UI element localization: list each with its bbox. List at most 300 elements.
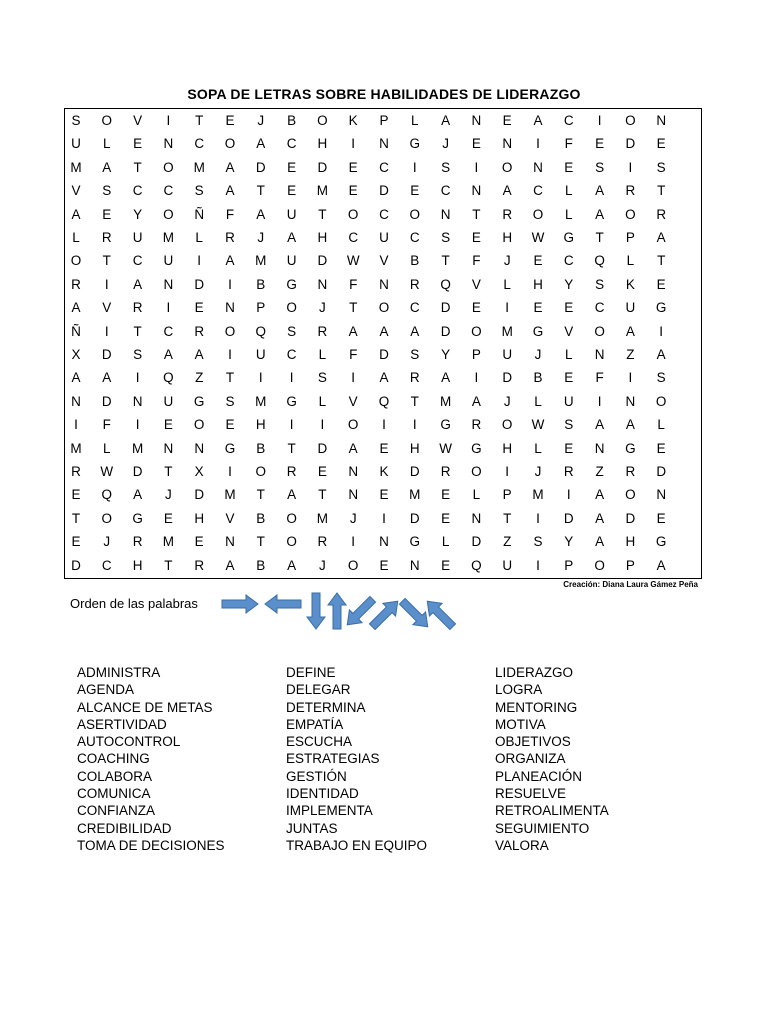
grid-letter: D	[379, 347, 389, 362]
grid-letter: L	[534, 393, 542, 409]
grid-letter: V	[133, 113, 143, 128]
word-item: RETROALIMENTA	[495, 803, 609, 819]
grid-letter: R	[132, 300, 143, 316]
grid-letter: A	[595, 206, 605, 222]
grid-letter: E	[656, 440, 666, 456]
grid-letter: A	[625, 323, 635, 339]
grid-letter: V	[71, 183, 81, 199]
grid-letter: P	[471, 347, 481, 362]
grid-letter: E	[225, 417, 235, 433]
grid-letter: E	[471, 300, 481, 316]
word-item: VALORA	[495, 837, 549, 853]
grid-letter: O	[163, 159, 174, 175]
grid-letter: U	[163, 393, 174, 409]
arrow-up-icon	[328, 593, 346, 629]
grid-letter: O	[101, 113, 113, 128]
grid-letter: S	[133, 347, 143, 362]
grid-letter: N	[163, 440, 174, 456]
word-item: TRABAJO EN EQUIPO	[286, 837, 428, 853]
grid-letter: T	[472, 206, 481, 222]
grid-letter: N	[225, 534, 235, 550]
grid-letter: N	[625, 393, 636, 409]
grid-letter: C	[440, 183, 451, 199]
grid-letter: S	[225, 393, 235, 409]
grid-letter: R	[502, 206, 513, 222]
grid-letter: I	[474, 370, 479, 386]
grid-letter: Y	[441, 347, 451, 362]
grid-letter: D	[317, 440, 328, 456]
grid-letter: N	[163, 276, 174, 292]
grid-letter: I	[659, 323, 664, 339]
word-item: IDENTIDAD	[286, 786, 359, 802]
grid-letter: J	[442, 136, 449, 152]
grid-letter: A	[348, 323, 358, 339]
grid-letter: L	[472, 487, 481, 503]
grid-letter: U	[163, 253, 174, 269]
grid-letter: P	[625, 230, 635, 245]
grid-letter: A	[502, 183, 512, 199]
grid-letter: A	[133, 487, 143, 503]
word-item: IMPLEMENTA	[286, 803, 373, 819]
grid-letter: A	[102, 159, 112, 175]
grid-letter: P	[379, 113, 389, 128]
grid-letter: U	[255, 347, 266, 362]
grid-letter: S	[410, 347, 420, 362]
grid-letter: I	[135, 417, 140, 433]
grid-letter: I	[74, 417, 78, 433]
grid-letter: J	[349, 510, 357, 526]
grid-letter: S	[564, 417, 574, 433]
grid-letter: Ñ	[71, 323, 81, 339]
grid-letter: O	[501, 159, 513, 175]
grid-letter: V	[379, 253, 389, 269]
grid-letter: T	[318, 487, 327, 503]
grid-letter: Q	[471, 557, 482, 573]
grid-letter: W	[100, 464, 114, 479]
grid-letter: A	[595, 487, 605, 503]
word-item: SEGUIMIENTO	[495, 820, 590, 836]
grid-letter: F	[349, 276, 358, 292]
grid-letter: S	[656, 370, 666, 386]
grid-letter: A	[595, 510, 605, 526]
grid-letter: D	[409, 510, 420, 526]
arrow-down-icon	[307, 593, 325, 629]
grid-letter: D	[440, 323, 451, 339]
grid-letter: L	[318, 347, 327, 362]
grid-letter: T	[164, 464, 173, 479]
grid-letter: N	[348, 464, 359, 479]
author-credit: Creación: Diana Laura Gámez Peña	[563, 580, 698, 589]
word-item: ORGANIZA	[495, 751, 566, 767]
grid-letter: A	[595, 534, 605, 550]
grid-letter: I	[228, 347, 232, 362]
grid-letter: A	[441, 370, 451, 386]
grid-letter: I	[320, 417, 325, 433]
grid-letter: T	[102, 253, 111, 269]
grid-letter: S	[71, 113, 81, 128]
grid-letter: Y	[564, 276, 574, 292]
grid-letter: N	[194, 440, 205, 456]
grid-letter: D	[71, 557, 81, 573]
grid-letter: N	[379, 136, 389, 152]
grid-letter: J	[503, 393, 511, 409]
grid-letter: E	[502, 113, 512, 128]
grid-letter: M	[255, 253, 267, 269]
grid-letter: J	[257, 230, 265, 245]
word-item: RESUELVE	[495, 786, 567, 802]
grid-letter: S	[441, 230, 451, 245]
grid-letter: M	[501, 323, 513, 339]
grid-letter: O	[224, 323, 236, 339]
grid-letter: M	[255, 393, 267, 409]
word-item: MENTORING	[495, 699, 578, 715]
grid-letter: A	[225, 557, 235, 573]
grid-letter: E	[379, 487, 389, 503]
grid-letter: Z	[503, 534, 512, 550]
grid-letter: B	[256, 557, 266, 573]
grid-letter: M	[70, 440, 82, 456]
grid-letter: I	[628, 159, 633, 175]
grid-letter: J	[257, 113, 265, 128]
grid-letter: S	[287, 323, 297, 339]
grid-letter: R	[317, 323, 328, 339]
grid-letter: M	[162, 534, 175, 550]
grid-letter: A	[379, 370, 389, 386]
grid-letter: H	[533, 276, 543, 292]
grid-letter: G	[440, 417, 451, 433]
grid-letter: L	[441, 534, 450, 550]
grid-letter: W	[346, 253, 360, 269]
grid-letter: T	[195, 113, 204, 128]
grid-letter: L	[411, 113, 419, 128]
grid-letter: D	[625, 510, 636, 526]
grid-letter: R	[194, 557, 205, 573]
word-item: DEFINE	[286, 665, 336, 680]
grid-letter: L	[503, 276, 511, 292]
grid-letter: E	[410, 183, 420, 199]
grid-letter: M	[193, 159, 205, 175]
grid-letter: O	[625, 487, 636, 503]
word-item: PLANEACIÓN	[495, 768, 583, 784]
grid-letter: A	[287, 487, 297, 503]
word-item: COACHING	[77, 751, 150, 767]
grid-letter: A	[133, 276, 143, 292]
grid-letter: I	[197, 253, 202, 269]
grid-letter: R	[101, 230, 112, 245]
grid-letter: I	[166, 113, 171, 128]
grid-letter: N	[471, 113, 482, 128]
grid-letter: V	[564, 323, 574, 339]
grid-letter: L	[565, 183, 573, 199]
grid-letter: I	[351, 370, 356, 386]
grid-letter: A	[471, 393, 481, 409]
grid-letter: O	[625, 206, 636, 222]
grid-letter: I	[289, 370, 294, 386]
grid-letter: S	[595, 276, 605, 292]
grid-letter: W	[531, 417, 545, 433]
grid-letter: E	[133, 136, 143, 152]
grid-letter: A	[595, 183, 605, 199]
word-item: AGENDA	[77, 682, 135, 698]
grid-letter: Q	[101, 487, 113, 503]
grid-letter: E	[564, 159, 574, 175]
grid-letter: G	[532, 323, 544, 339]
grid-letter: B	[533, 370, 543, 386]
grid-letter: H	[317, 230, 328, 245]
arrow-down-right-icon	[396, 595, 434, 633]
grid-letter: G	[625, 440, 636, 456]
grid-letter: K	[348, 113, 358, 128]
grid-letter: I	[412, 417, 417, 433]
grid-letter: B	[410, 253, 420, 269]
grid-letter: R	[471, 417, 482, 433]
grid-letter: G	[409, 136, 421, 152]
grid-letter: C	[594, 300, 605, 316]
grid-letter: O	[70, 253, 82, 269]
grid-letter: I	[104, 276, 109, 292]
grid-letter: M	[224, 487, 236, 503]
grid-letter: H	[132, 557, 143, 573]
word-item: ALCANCE DE METAS	[77, 699, 213, 715]
grid-letter: G	[563, 230, 575, 245]
grid-letter: T	[657, 183, 666, 199]
grid-letter: G	[193, 393, 205, 409]
grid-letter: F	[102, 417, 111, 433]
grid-letter: Ñ	[194, 206, 205, 222]
grid-letter: Y	[564, 534, 574, 550]
grid-letter: C	[379, 206, 389, 222]
grid-letter: A	[656, 347, 666, 362]
grid-letter: E	[564, 370, 574, 386]
grid-letter: A	[225, 159, 235, 175]
grid-letter: E	[656, 510, 666, 526]
grid-letter: L	[103, 440, 111, 456]
grid-letter: E	[379, 557, 389, 573]
grid-letter: G	[655, 534, 667, 550]
grid-letter: S	[656, 159, 666, 175]
grid-letter: W	[439, 440, 452, 456]
grid-letter: D	[317, 159, 328, 175]
grid-letter: I	[412, 159, 417, 175]
grid-letter: H	[194, 510, 205, 526]
grid-letter: N	[440, 206, 451, 222]
grid-letter: S	[194, 183, 204, 199]
grid-letter: M	[439, 393, 452, 409]
grid-letter: H	[502, 440, 513, 456]
grid-letter: N	[409, 557, 420, 573]
grid-letter: S	[595, 159, 605, 175]
grid-letter: C	[194, 136, 205, 152]
grid-letter: T	[133, 159, 142, 175]
grid-letter: A	[656, 557, 666, 573]
grid-letter: O	[501, 417, 513, 433]
grid-letter: K	[625, 276, 635, 292]
grid-letter: J	[165, 487, 172, 503]
grid-letter: N	[225, 300, 235, 316]
grid-letter: M	[316, 183, 329, 199]
grid-letter: C	[563, 253, 574, 269]
grid-letter: T	[287, 440, 296, 456]
grid-letter: O	[224, 136, 236, 152]
grid-letter: E	[564, 300, 574, 316]
grid-letter: E	[348, 183, 358, 199]
grid-letter: M	[532, 487, 544, 503]
grid-letter: A	[102, 370, 112, 386]
grid-letter: P	[625, 557, 635, 573]
grid-letter: R	[656, 206, 667, 222]
grid-letter: E	[163, 417, 173, 433]
grid-letter: I	[597, 113, 602, 128]
grid-letter: R	[409, 276, 420, 292]
grid-letter: G	[132, 510, 143, 526]
grid-letter: I	[505, 464, 510, 479]
grid-letter: Q	[594, 253, 605, 269]
grid-letter: D	[194, 276, 205, 292]
grid-letter: U	[286, 253, 297, 269]
grid-letter: D	[101, 393, 112, 409]
grid-letter: K	[379, 464, 389, 479]
grid-letter: J	[534, 347, 542, 362]
grid-letter: R	[563, 464, 574, 479]
grid-letter: D	[101, 347, 112, 362]
grid-letter: D	[563, 510, 574, 526]
word-item: CONFIANZA	[77, 803, 156, 819]
grid-letter: E	[441, 487, 451, 503]
grid-letter: T	[503, 510, 512, 526]
grid-letter: E	[441, 557, 451, 573]
grid-letter: Z	[595, 464, 604, 479]
grid-letter: V	[102, 300, 112, 316]
grid-letter: C	[286, 347, 297, 362]
grid-letter: A	[71, 206, 81, 222]
grid-letter: R	[71, 276, 81, 292]
grid-letter: O	[655, 393, 667, 409]
word-list-column-2	[286, 664, 427, 854]
grid-letter: L	[565, 206, 573, 222]
grid-letter: N	[471, 510, 482, 526]
grid-letter: R	[71, 464, 81, 479]
grid-letter: A	[656, 230, 666, 245]
grid-letter: O	[378, 300, 390, 316]
grid-letter: O	[317, 113, 328, 128]
grid-letter: I	[104, 323, 109, 339]
grid-letter: J	[534, 464, 542, 479]
grid-letter: A	[71, 370, 81, 386]
grid-letter: N	[656, 487, 667, 503]
grid-letter: D	[255, 159, 266, 175]
grid-letter: L	[565, 347, 573, 362]
grid-letter: N	[471, 183, 482, 199]
grid-letter: L	[318, 393, 327, 409]
grid-letter: N	[656, 113, 667, 128]
grid-letter: N	[594, 347, 605, 362]
grid-letter: N	[533, 159, 543, 175]
grid-letter: N	[163, 136, 174, 152]
grid-letter: Z	[195, 370, 204, 386]
grid-letter: H	[502, 230, 513, 245]
grid-letter: I	[628, 370, 633, 386]
word-item: LIDERAZGO	[495, 665, 574, 680]
grid-letter: V	[225, 510, 235, 526]
grid-letter: X	[194, 464, 204, 479]
grid-letter: G	[409, 534, 421, 550]
grid-letter: S	[317, 370, 327, 386]
grid-letter: A	[256, 206, 266, 222]
word-item: OBJETIVOS	[495, 734, 571, 750]
grid-letter: G	[224, 440, 236, 456]
word-order-label: Orden de las palabras	[70, 596, 198, 611]
grid-letter: C	[348, 230, 359, 245]
grid-letter: S	[441, 159, 451, 175]
grid-letter: I	[536, 510, 540, 526]
word-item: LOGRA	[495, 682, 543, 698]
grid-letter: N	[379, 276, 389, 292]
grid-letter: C	[409, 300, 420, 316]
grid-letter: U	[286, 206, 297, 222]
grid-letter: A	[441, 113, 451, 128]
grid-letter: L	[657, 417, 665, 433]
grid-letter: J	[319, 300, 326, 316]
grid-letter: U	[379, 230, 389, 245]
grid-letter: I	[228, 464, 232, 479]
grid-letter: A	[71, 300, 81, 316]
grid-letter: R	[132, 534, 143, 550]
grid-letter: T	[595, 230, 604, 245]
grid-letter: I	[289, 417, 294, 433]
grid-letter: A	[625, 417, 635, 433]
grid-letter: R	[625, 464, 636, 479]
grid-letter: I	[258, 370, 263, 386]
grid-letter: O	[286, 300, 297, 316]
grid-letter: A	[194, 347, 204, 362]
grid-letter: E	[656, 276, 666, 292]
grid-letter: E	[194, 300, 204, 316]
grid-letter: E	[71, 534, 81, 550]
grid-letter: A	[225, 183, 235, 199]
grid-letter: I	[474, 159, 479, 175]
grid-letter: A	[256, 136, 266, 152]
grid-letter: T	[225, 370, 235, 386]
grid-letter: U	[502, 347, 513, 362]
grid-letter: R	[286, 464, 297, 479]
grid-letter: C	[286, 136, 297, 152]
word-item: ADMINISTRA	[77, 665, 161, 680]
grid-letter: O	[286, 510, 297, 526]
grid-letter: A	[287, 230, 297, 245]
word-item: ASERTIVIDAD	[77, 716, 167, 732]
grid-letter: U	[563, 393, 574, 409]
grid-letter: E	[287, 183, 297, 199]
grid-letter: O	[347, 206, 359, 222]
grid-letter: H	[409, 440, 420, 456]
grid-letter: I	[351, 136, 356, 152]
grid-letter: M	[162, 230, 175, 245]
grid-letter: D	[132, 464, 143, 479]
grid-letter: I	[566, 487, 571, 503]
grid-letter: E	[348, 159, 358, 175]
grid-letter: H	[625, 534, 636, 550]
word-item: COLABORA	[77, 768, 153, 784]
grid-letter: Z	[626, 347, 635, 362]
grid-letter: E	[441, 510, 451, 526]
grid-letter: L	[626, 253, 635, 269]
grid-letter: T	[410, 393, 419, 409]
grid-letter: B	[256, 440, 266, 456]
grid-letter: D	[379, 183, 389, 199]
grid-letter: I	[166, 300, 171, 316]
grid-letter: P	[502, 487, 512, 503]
grid-letter: C	[409, 230, 420, 245]
